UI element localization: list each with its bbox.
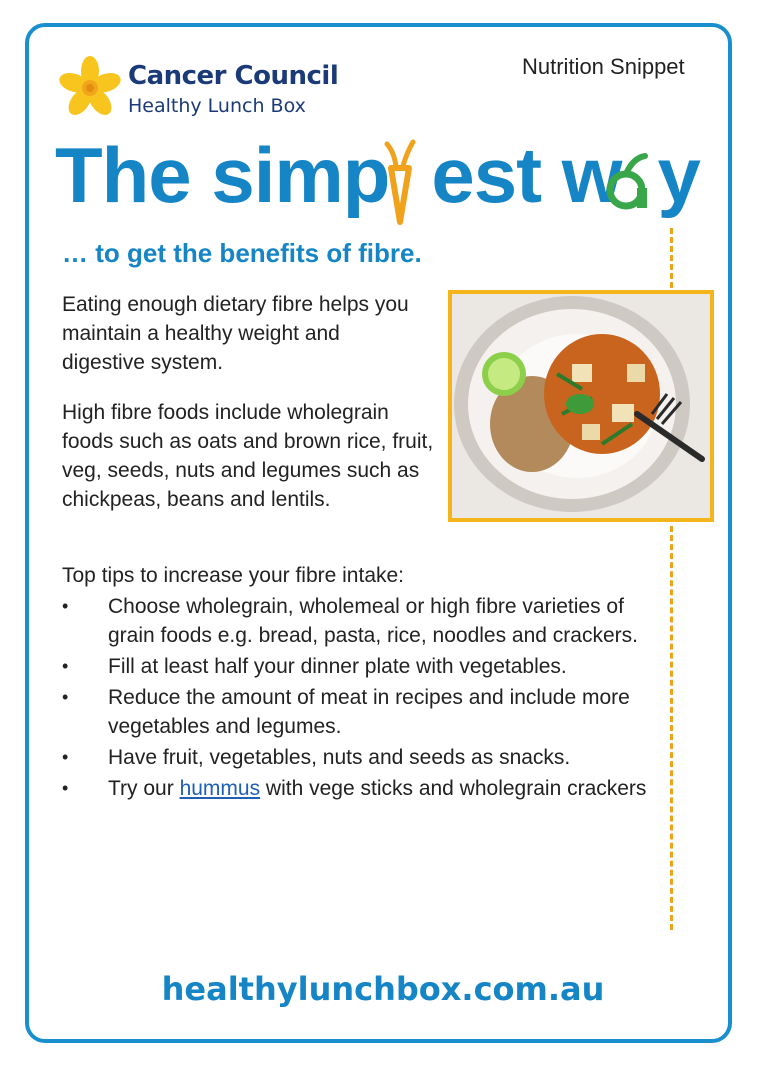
hummus-link[interactable]: hummus — [179, 777, 261, 800]
snippet-label: Nutrition Snippet — [522, 54, 685, 79]
headline — [55, 130, 735, 225]
headline-part-3: y — [657, 131, 700, 219]
brand-name: Cancer Council — [128, 61, 339, 91]
bullet: • — [62, 778, 69, 798]
tip-prefix: Try our — [108, 777, 180, 800]
footer-url[interactable]: healthylunchbox.com.au — [161, 970, 605, 1008]
tip-text: Reduce the amount of meat in recipes and include more vegetables and legumes. — [108, 686, 630, 738]
curry-bowl-photo — [448, 290, 714, 522]
list-item — [62, 652, 652, 681]
tip-suffix: with vege sticks and wholegrain crackers — [260, 777, 647, 800]
list-item — [62, 774, 652, 803]
tip-text: Choose wholegrain, wholemeal or high fibre varieties of grain foods e.g. bread, pasta, rice, noodles and crackers. — [108, 595, 638, 647]
bullet: • — [62, 747, 69, 767]
dashed-line-bottom — [670, 526, 673, 930]
tips-list — [62, 592, 652, 805]
dashed-line-top — [670, 228, 673, 288]
paragraph-fibre-benefits: Eating enough dietary fibre helps you maintain a healthy weight and digestive system. — [62, 293, 409, 374]
list-item — [62, 683, 652, 741]
headline-part-1: The simp — [55, 131, 390, 219]
bullet: • — [62, 687, 69, 707]
carrot-icon — [387, 142, 413, 222]
paragraph-high-fibre-foods: High fibre foods include wholegrain foods such as oats and brown rice, fruit, veg, seeds, nuts and legumes such as chickpeas, beans and lentils. — [62, 401, 434, 511]
tip-text: Fill at least half your dinner plate with vegetables. — [108, 655, 567, 678]
tip-text: Have fruit, vegetables, nuts and seeds as snacks. — [108, 746, 571, 769]
subhead: … to get the benefits of fibre. — [62, 238, 422, 268]
bullet: • — [62, 596, 69, 616]
tips-title: Top tips to increase your fibre intake: — [62, 564, 405, 587]
brand-subtitle: Healthy Lunch Box — [128, 95, 306, 117]
list-item — [62, 592, 652, 650]
svg-text:The simpest wy — [55, 131, 700, 219]
headline-part-2: est w — [431, 131, 622, 219]
bullet: • — [62, 656, 69, 676]
cancer-council-logo — [55, 55, 345, 125]
list-item — [62, 743, 652, 772]
daffodil-icon — [55, 55, 125, 125]
